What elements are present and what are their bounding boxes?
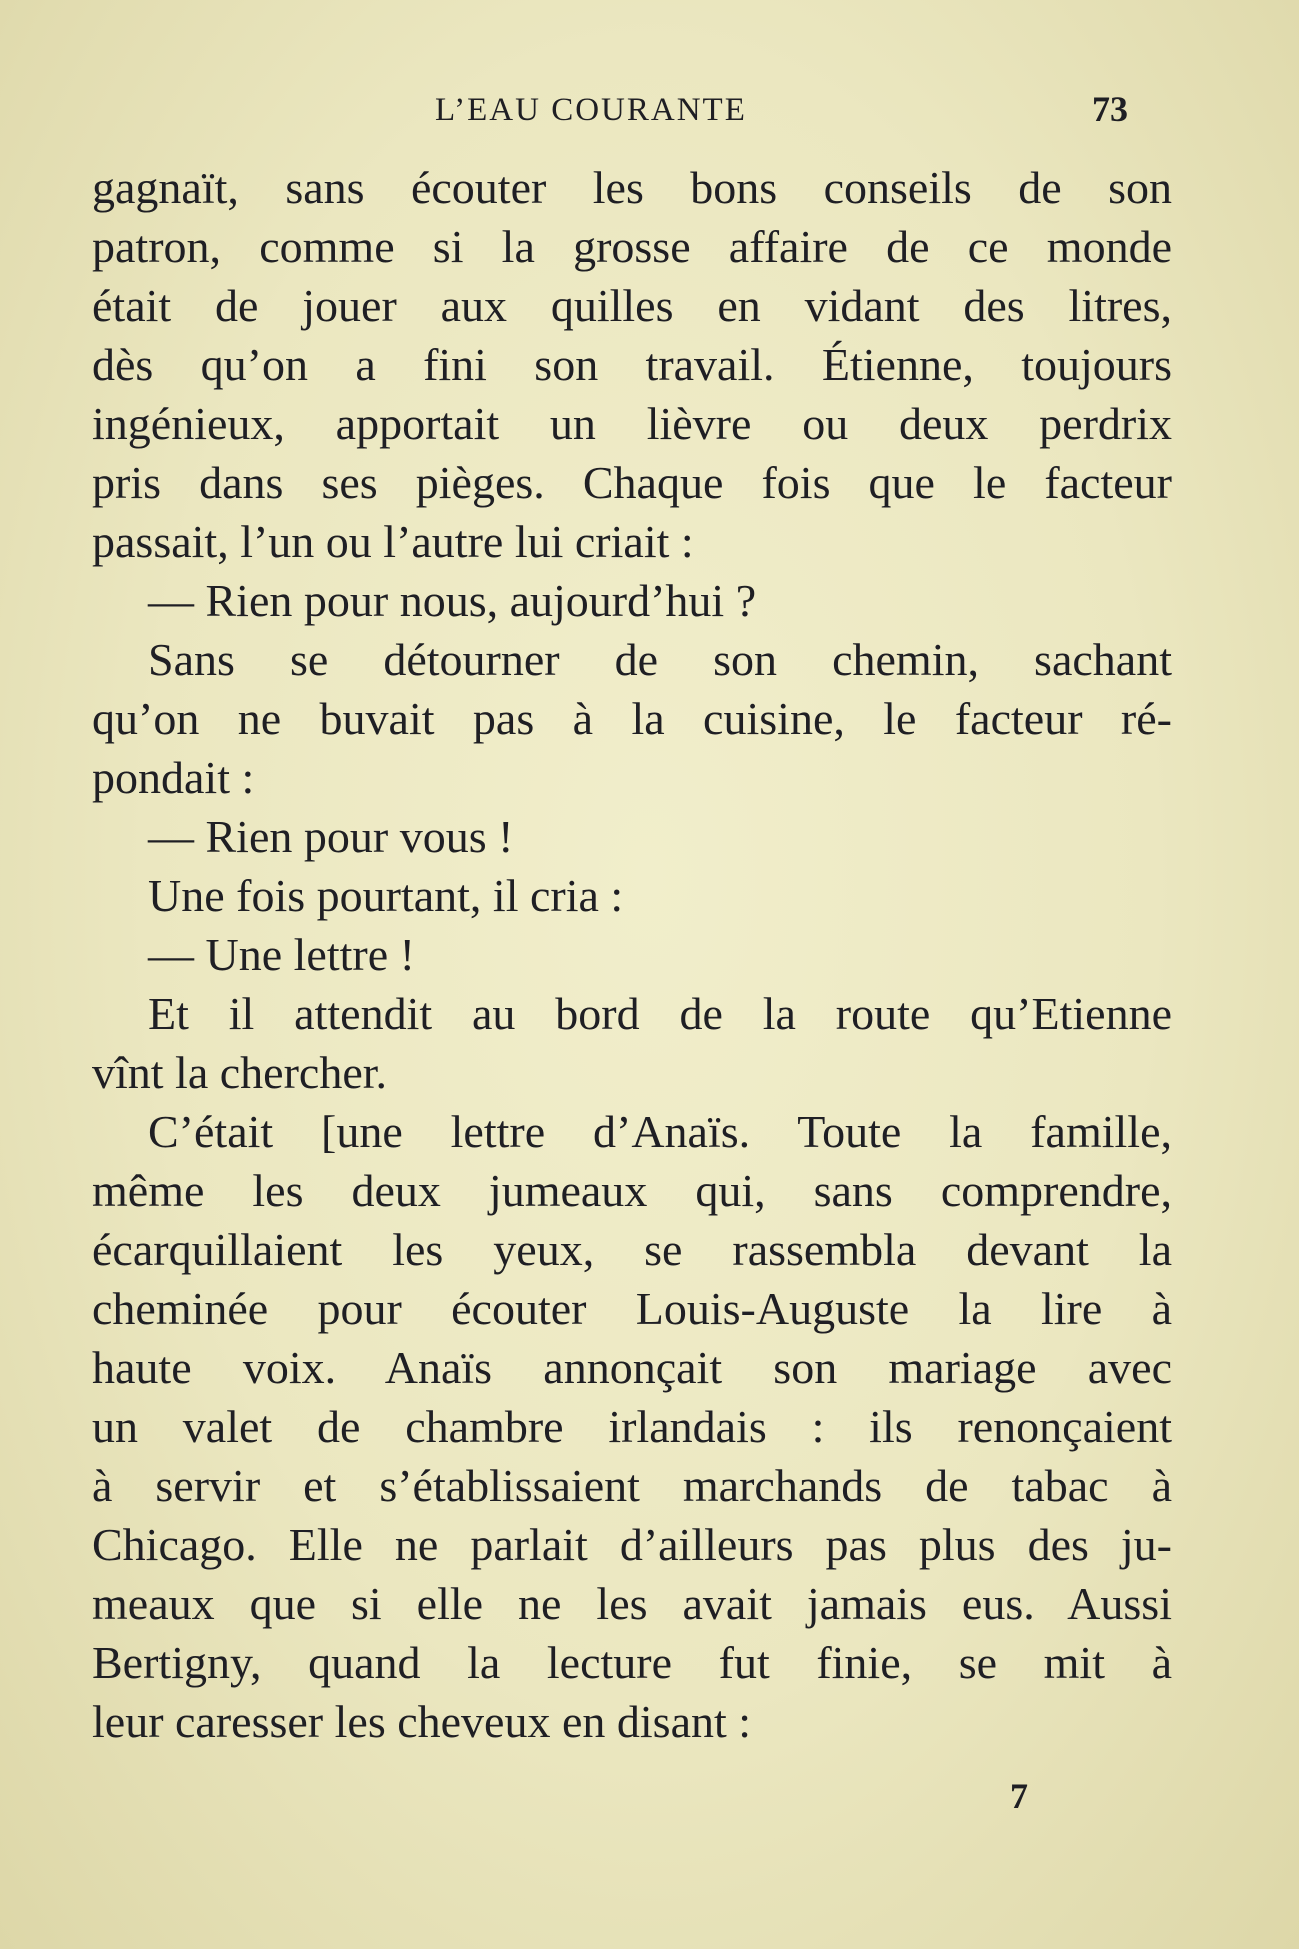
running-title: L’EAU COURANTE bbox=[435, 92, 747, 128]
text-line: gagnaït, sans écouter les bons conseils de son bbox=[92, 162, 1172, 213]
text-line: leur caresser les cheveux en disant : bbox=[92, 1696, 752, 1747]
text-line: Bertigny, quand la lecture fut finie, se mit à bbox=[92, 1637, 1172, 1688]
text-line: — Rien pour nous, aujourd’hui ? bbox=[148, 575, 757, 626]
running-header bbox=[0, 89, 1299, 132]
text-line: écarquillaient les yeux, se rassembla devant la bbox=[92, 1224, 1172, 1275]
text-line: même les deux jumeaux qui, sans comprendre, bbox=[92, 1165, 1172, 1216]
text-line: haute voix. Anaïs annonçait son mariage avec bbox=[92, 1342, 1172, 1393]
text-line: pondait : bbox=[92, 752, 255, 803]
signature-mark: 7 bbox=[1010, 1776, 1028, 1816]
text-line: à servir et s’établissaient marchands de tabac à bbox=[92, 1460, 1172, 1511]
text-line: Une fois pourtant, il cria : bbox=[148, 870, 624, 921]
text-line: — Une lettre ! bbox=[148, 929, 415, 980]
text-line: C’était [une lettre d’Anaïs. Toute la famille, bbox=[148, 1106, 1172, 1157]
text-line: un valet de chambre irlandais : ils renonçaient bbox=[92, 1401, 1172, 1452]
text-line: était de jouer aux quilles en vidant des litres, bbox=[92, 280, 1172, 331]
text-line: — Rien pour vous ! bbox=[148, 811, 514, 862]
text-line: Chicago. Elle ne parlait d’ailleurs pas plus des ju- bbox=[92, 1519, 1172, 1570]
text-line: Sans se détourner de son chemin, sachant bbox=[148, 634, 1172, 685]
text-line: pris dans ses pièges. Chaque fois que le facteur bbox=[92, 457, 1172, 508]
text-line: passait, l’un ou l’autre lui criait : bbox=[92, 516, 694, 567]
page-number: 73 bbox=[1092, 89, 1128, 129]
text-line: patron, comme si la grosse affaire de ce monde bbox=[92, 221, 1172, 272]
text-line: Et il attendit au bord de la route qu’Etienne bbox=[148, 988, 1172, 1039]
text-line: dès qu’on a fini son travail. Étienne, toujours bbox=[92, 339, 1172, 390]
text-line: vînt la chercher. bbox=[92, 1047, 388, 1098]
text-line: qu’on ne buvait pas à la cuisine, le facteur ré- bbox=[92, 693, 1172, 744]
text-line: cheminée pour écouter Louis-Auguste la lire à bbox=[92, 1283, 1172, 1334]
body-text bbox=[92, 158, 1172, 1751]
text-line: ingénieux, apportait un lièvre ou deux perdrix bbox=[92, 398, 1172, 449]
text-line: meaux que si elle ne les avait jamais eus. Aussi bbox=[92, 1578, 1172, 1629]
